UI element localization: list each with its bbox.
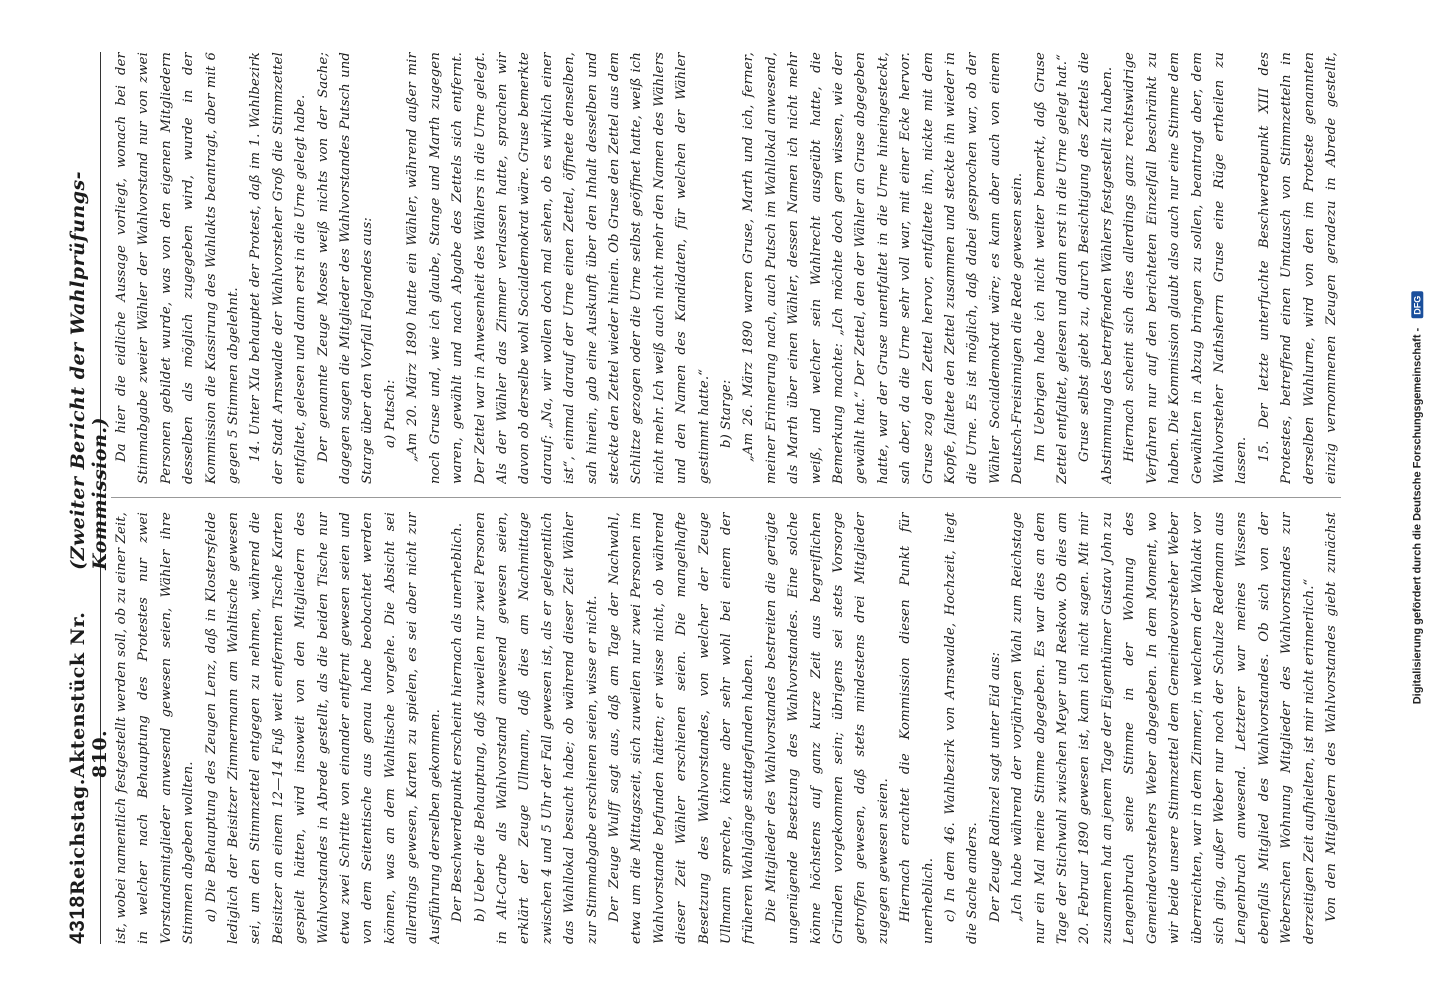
text-columns bbox=[111, 52, 1341, 944]
paragraph: Hiernach erachtet die Kommission diesen Punkt für unerheblich. bbox=[898, 512, 936, 944]
right-column bbox=[111, 52, 1341, 484]
paragraph: ist, wobei namentlich festgestellt werden soll, ob zu einer Zeit, in welcher nach Behauptung des Protestes nur zwei Vorstandsmitglieder anwesend gewesen seien, Wähler ihre Stimmen abgeben wollten. bbox=[114, 512, 197, 944]
dfg-logo: DFG bbox=[1411, 292, 1423, 319]
paragraph: Der genannte Zeuge Moses weiß nichts von der Sache; dagegen sagen die Mitglieder des Wahlvorstandes Putsch und Starge über den Vorfall Folgendes aus: bbox=[315, 52, 376, 484]
column-divider bbox=[111, 498, 1341, 499]
paragraph: Der Zeuge Radinzel sagt unter Eid aus: bbox=[987, 651, 1003, 922]
paragraph: Im Uebrigen habe ich nicht weiter bemerkt, daß Gruse Zettel entfaltet, gelesen und dann erst in die Urne gelegt hat.“ bbox=[1032, 52, 1071, 484]
scanned-page bbox=[58, 0, 1358, 1000]
paragraph: a) Die Behauptung des Zeugen Lenz, daß in Klostersfelde lediglich der Beisitzer Zimmermann am Wahltische gewesen sei, um den Stimmzettel entgegen zu nehmen, während die Beisitzer an einem 12—14 Fuß weit entfernten Tische Karten gespielt hätten, wird insoweit von den Mitgliedern des Wahlvorstandes in Abrede gestellt, als die beiden Tische nur etwa zwei Schritte von einander entfernt gewesen seien und von dem Seitentische aus genau habe beobachtet werden können, was an dem Wahltische vorgehe. Die Absicht sei allerdings gewesen, Karten zu spielen, es sei aber nicht zur Ausführung derselben gekommen. bbox=[203, 512, 443, 944]
paragraph: „Am 20. März 1890 hatte ein Wähler, während außer mir noch Gruse und, wie ich glaube, Stange und Marth zugegen waren, gewählt und nach Abgabe des Zettels sich entfernt. Der Zettel war in Anwesenheit des Wählers in die Urne gelegt. Als der Wähler das Zimmer verlassen hatte, sprachen wir davon ob derselbe wohl Socialdemokrat wäre. Gruse bemerkte darauf: „Na, wir wollen doch mal sehen, ob es wirklich einer ist“, einmal darauf der Urne einen Zettel, öffnete denselben, sah hinein, gab eine Auskunft über den Inhalt desselben und steckte den Zettel wieder hinein. Ob Gruse den Zettel aus dem Schlitze gezogen oder die Urne selbst geöffnet hatte, weiß ich nicht mehr. Ich weiß auch nicht mehr den Namen des Wählers und den Namen des Kandidaten, für welchen der Wähler gestimmt hatte.“ bbox=[405, 52, 712, 484]
paragraph: Der Zeuge Wulff sagt aus, daß am Tage der Nachwahl, etwa um die Mittagszeit, sich zuweilen nur zwei Personen im Wahlvorstande befunden hätten; er wisse nicht, ob während dieser Zeit Wähler erschienen seien. Die mangelhafte Besetzung des Wahlvorstandes, von welcher der Zeuge Ullmann spreche, könne aber sehr wohl bei einem der früheren Wahlgänge stattgefunden haben. bbox=[606, 512, 757, 944]
report-title: (Zweiter Bericht der Wahlprüfungs-Kommission.) bbox=[67, 170, 111, 570]
paragraph: 14. Unter XIa behauptet der Protest, daß im 1. Wahlbezirk der Stadt Arnswalde der Wahlvorsteher Groß die Stimmzettel entfaltet, gelesen und dann erst in die Urne gelegt habe. bbox=[248, 52, 309, 484]
paragraph: 15. Der letzte unterfuchte Beschwerdepunkt XIII des Protestes, betreffend einen Umtausch von Stimmzetteln in derselben Wahlurne, wird von den im Proteste genannten einzig vernommenen Zeugen geradezu in Abrede gestellt, bbox=[1256, 52, 1339, 484]
digitization-note-text: Digitalisierung gefördert durch die Deutsche Forschungsgemeinschaft - bbox=[1411, 327, 1424, 705]
left-column bbox=[111, 512, 1341, 944]
paragraph: Hiernach scheint sich dies allerdings ganz rechtswidrige Verfahren nur auf den berichteten Einzelfall beschränkt zu haben. Die Kommission glaubt also auch nur eine Stimme dem Gewählten in Abzug bringen zu sollen, beantragt aber, dem Wahlvorsteher Nathsherrn Gruse eine Rüge ertheilen zu lassen. bbox=[1122, 52, 1250, 484]
paragraph: Die Mitglieder des Wahlvorstandes bestreiten die gerügte ungenügende Besetzung des Wahlvorstandes. Eine solche könne höchstens auf ganz kurze Zeit aus begreiflichen Gründen vorgekommen sein; übrigens sei stets Vorsorge getroffen gewesen, daß stets mindestens drei Mitglieder zugegen gewesen seien. bbox=[763, 512, 891, 944]
paragraph: „Ich habe während der vorjährigen Wahl zum Reichstage nur ein Mal meine Stimme abgegeben. Es war dies an dem Tage der Stichwahl zwischen Meyer und Reskow. Ob dies am 20. Februar 1890 gewesen ist, kann ich nicht sagen. Mit mir zusammen hat an jenem Tage der Eigenthümer Gustav John zu Lengenbruch seine Stimme in der Wohnung des Gemeindevorstehers Weber abgegeben. In dem Moment, wo wir beide unsere Stimmzettel dem Gemeindevorsteher Weber überreichten, war in dem Zimmer, in welchem der Wahlakt vor sich ging, außer Weber nur noch der Schulze Redemann aus Lengenbruch anwesend. Letzterer war meines Wissens ebenfalls Mitglied des Wahlvorstandes. Ob sich von der Weberschen Wohnung Mitglieder des Wahlvorstandes zur derzeitigen Zeit aufhielten, ist mir nicht erinnerlich.“ bbox=[1010, 512, 1317, 944]
paragraph: Der Beschwerdepunkt erscheint hiernach als unerheblich. bbox=[450, 522, 466, 922]
paragraph: Von den Mitgliedern des Wahlvorstandes giebt zunächst bbox=[1323, 512, 1339, 922]
publication-name: Reichstag. bbox=[67, 778, 89, 896]
page-number: 4318 bbox=[66, 895, 89, 944]
paragraph: c) In dem 46. Wahlbezirk von Arnswalde, Hochzeit, liegt die Sache anders. bbox=[943, 512, 981, 944]
paragraph: a) Putsch: bbox=[382, 379, 398, 448]
paragraph: „Am 26. März 1890 waren Gruse, Marth und ich, ferner, meiner Erinnerung nach, auch Putsch im Wahllokal anwesend, als Marth über einen Wähler, dessen Namen ich nicht mehr weiß, und welcher sein Wahlrecht ausgeübt hatte, die Bemerkung machte: „Ich möchte doch gern wissen, wie der gewählt hat.“ Der Zettel, den der Wähler an Gruse abgegeben hatte, war der Gruse unentfaltet in die Urne hineingesteckt, sah aber, da die Urne sehr voll war, mit einer Ecke hervor. Gruse zog den Zettel hervor, entfaltete ihn, nickte mit dem Kopfe, faltete den Zettel zusammen und steckte ihn wieder in die Urne. Es ist möglich, daß dabei gesprochen war, ob der Wähler Socialdemokrat wäre; es kann aber auch von einem Deutsch-Freisinnigen die Rede gewesen sein. bbox=[741, 52, 1026, 484]
digitization-note bbox=[1404, 8, 1430, 988]
paragraph: b) Ueber die Behauptung, daß zuweilen nur zwei Personen in Alt-Carbe als Wahlvorstand anwesend gewesen seien, erklärt der Zeuge Ullmann, daß dies am Nachmittage zwischen 4 und 5 Uhr der Fall gewesen ist, als er gelegentlich das Wahllokal besucht habe; ob während dieser Zeit Wähler zur Stimmabgabe erschienen seien, wisse er nicht. bbox=[472, 512, 600, 944]
paragraph: Gruse selbst giebt zu, durch Besichtigung des Zettels die Abstimmung des betreffenden Wählers festgestellt zu haben. bbox=[1077, 52, 1115, 484]
page-header bbox=[66, 52, 111, 944]
document-number: Aktenstück Nr. 810. bbox=[67, 611, 111, 779]
paragraph: b) Starge: bbox=[718, 379, 734, 448]
paragraph: Da hier die eidliche Aussage vorliegt, wonach bei der Stimmabgabe zweier Wähler der Wahlvorstand nur von zwei Personen gebildet wurde, was von den eigenen Mitgliedern desselben als möglich zugegeben wird, wurde in der Kommission die Kassirung des Wahlakts beantragt, aber mit 6 gegen 5 Stimmen abgelehnt. bbox=[114, 52, 242, 484]
